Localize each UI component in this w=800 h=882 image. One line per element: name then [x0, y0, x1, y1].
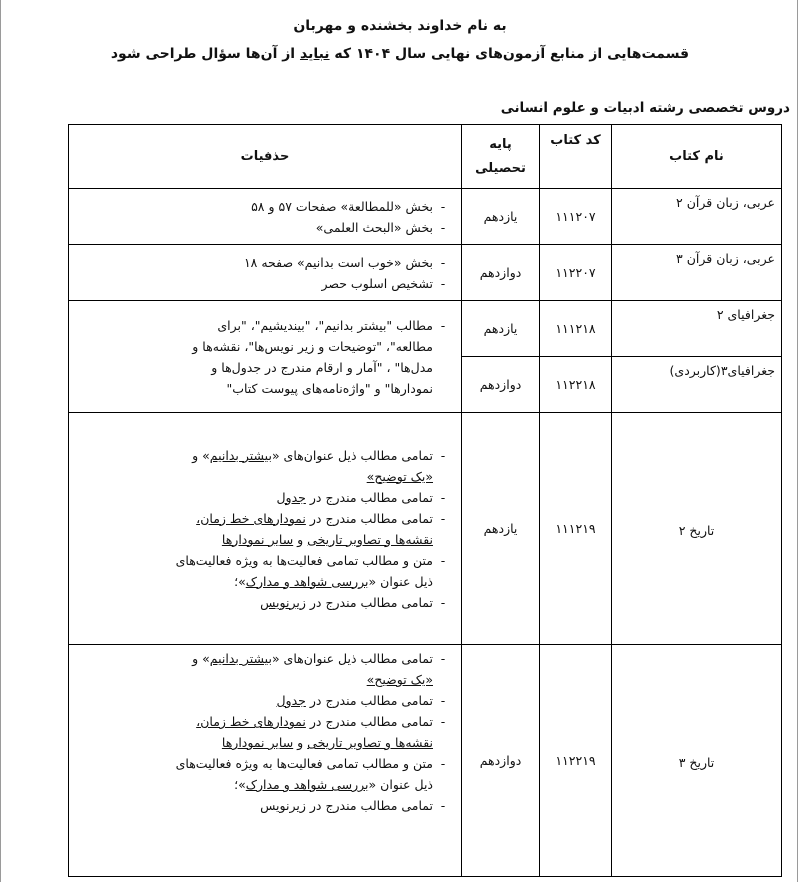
table-row — [69, 189, 782, 245]
deletion-item: - تمامی مطالب ذیل عنوان‌های «بیشتر بدانیم» و — [192, 447, 446, 463]
deletion-item: - بخش «البحث العلمی» — [315, 219, 446, 235]
deletion-item: - بخش «للمطالعة» صفحات ۵۷ و ۵۸ — [251, 198, 446, 214]
section-title: دروس تخصصی رشته ادبیات و علوم انسانی — [500, 100, 790, 116]
deletion-item: - مطالب "بیشتر بدانیم"، "بیندیشیم"، "برای — [217, 317, 446, 333]
table-row — [69, 413, 782, 645]
book-name-cell: جغرافیای۳(کاربردی) — [612, 357, 782, 413]
title-part-1: قسمت‌هایی از منابع آزمون‌های نهایی سال ۱۴۰۴ که — [329, 46, 690, 62]
grade-cell: یازدهم — [462, 301, 540, 357]
book-code-cell: ۱۱۱۲۰۷ — [540, 189, 612, 245]
deletions-cell — [69, 413, 462, 645]
grade-cell: یازدهم — [462, 413, 540, 645]
deletion-item-cont: مطالعه"، "توضیحات و زیر نویس‌ها"، نقشه‌ها و — [192, 338, 433, 354]
deletions-cell — [69, 301, 462, 413]
deletion-item-cont: «یک توضیح» — [366, 672, 433, 687]
header-grade: پایه تحصیلی — [462, 125, 540, 189]
deletion-item: - بخش «خوب است بدانیم» صفحه ۱۸ — [243, 254, 446, 270]
book-code-cell: ۱۱۲۲۰۷ — [540, 245, 612, 301]
deletion-item: - متن و مطالب تمامی فعالیت‌ها به ویژه فعالیت‌های — [175, 756, 446, 771]
deletion-item-cont: «یک توضیح» — [366, 468, 433, 484]
deletion-item-cont: ذیل عنوان «بررسی شواهد و مدارک»؛ — [234, 777, 433, 792]
deletion-item: - تمامی مطالب مندرج در نمودارهای خط زمان، — [196, 510, 446, 526]
table-row — [69, 645, 782, 877]
page-heading-basmala: به نام خداوند بخشنده و مهربان — [293, 18, 507, 34]
header-book-name: نام کتاب — [612, 125, 782, 189]
deletion-item-cont: نمودارها" و "واژه‌نامه‌های پیوست کتاب" — [226, 380, 433, 396]
table-row — [69, 301, 782, 357]
deletion-item-cont: نقشه‌ها و تصاویر تاریخی و سایر نمودارها — [221, 531, 433, 547]
deletions-cell — [69, 245, 462, 301]
deletions-cell — [69, 189, 462, 245]
grade-cell: دوازدهم — [462, 245, 540, 301]
header-book-code: کد کتاب — [540, 125, 612, 189]
title-part-2: از آن‌ها سؤال طراحی شود — [110, 46, 300, 62]
book-code-cell: ۱۱۱۲۱۹ — [540, 413, 612, 645]
deletions-cell — [69, 645, 462, 877]
deletion-item: - تمامی مطالب مندرج در زیرنویس — [260, 798, 446, 813]
book-name-cell: تاریخ ۲ — [612, 413, 782, 645]
deletion-item: - تمامی مطالب ذیل عنوان‌های «بیشتر بدانیم» و — [192, 651, 446, 666]
deletion-item: - تمامی مطالب مندرج در زیرنویس — [260, 594, 446, 610]
table-header-row — [69, 125, 782, 189]
deletion-item: - تمامی مطالب مندرج در نمودارهای خط زمان، — [196, 714, 446, 729]
deletion-item-cont: مدل‌ها" ، "آمار و ارقام مندرج در جدول‌ها و — [211, 359, 433, 375]
deletion-item: - تمامی مطالب مندرج در جدول — [276, 489, 446, 505]
grade-cell: دوازدهم — [462, 357, 540, 413]
title-underlined-word: نباید — [299, 46, 330, 62]
deletion-item: - متن و مطالب تمامی فعالیت‌ها به ویژه فعالیت‌های — [175, 552, 446, 568]
grade-cell: دوازدهم — [462, 645, 540, 877]
deletion-item-cont: ذیل عنوان «بررسی شواهد و مدارک»؛ — [234, 573, 433, 589]
book-code-cell: ۱۱۲۲۱۹ — [540, 645, 612, 877]
deletions-table — [68, 124, 782, 877]
book-name-cell: عربی، زبان قرآن ۳ — [612, 245, 782, 301]
deletion-item: - تشخیص اسلوب حصر — [321, 275, 446, 291]
deletion-item-cont: نقشه‌ها و تصاویر تاریخی و سایر نمودارها — [221, 735, 433, 750]
table-row — [69, 245, 782, 301]
deletion-item: - تمامی مطالب مندرج در جدول — [276, 693, 446, 708]
grade-cell: یازدهم — [462, 189, 540, 245]
page-title — [0, 46, 800, 62]
book-code-cell: ۱۱۲۲۱۸ — [540, 357, 612, 413]
book-name-cell: عربی، زبان قرآن ۲ — [612, 189, 782, 245]
book-name-cell: تاریخ ۳ — [612, 645, 782, 877]
header-deletions: حذفیات — [69, 125, 462, 189]
book-code-cell: ۱۱۱۲۱۸ — [540, 301, 612, 357]
book-name-cell: جغرافیای ۲ — [612, 301, 782, 357]
